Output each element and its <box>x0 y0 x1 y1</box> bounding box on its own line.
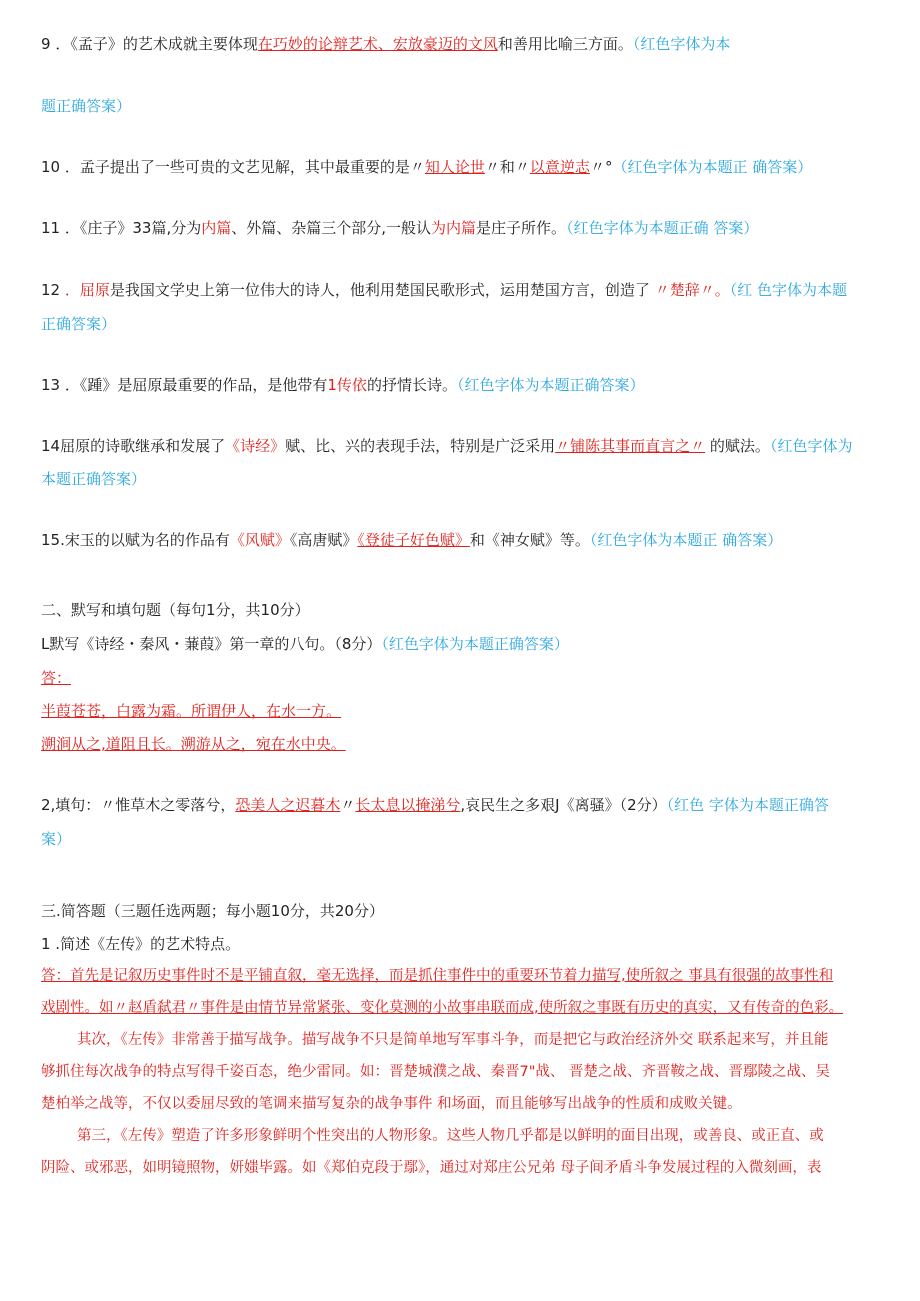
question-text: 《高唐赋》 <box>289 531 358 549</box>
question-text: ．《踵》是屈原最重要的作品，是他带有 <box>64 376 328 394</box>
answer-note: （红色字体为本题正确答案） <box>456 376 645 394</box>
question-text: 、外篇、杂篇三个部分,一般认 <box>231 219 432 237</box>
question-text: L默写《诗经・秦风・蒹葭》第一章的八句。（8分） <box>41 635 382 653</box>
question-text: ．《孟子》的艺术成就主要体现 <box>55 35 258 53</box>
question-text: 15.宋玉的以赋为名的作品有 <box>41 531 230 549</box>
answer-text: 〃楚辞〃。 <box>654 281 730 299</box>
answer-note: （红色字体为本题正确 答案） <box>566 219 759 237</box>
question-number: 12 <box>41 281 61 299</box>
answer-note-continued: 正确答案） <box>41 315 117 333</box>
question-text: 〃和〃 <box>484 158 530 176</box>
section-3-title: 三.简答题（三题任选两题；每小题10分，共20分） <box>41 902 384 920</box>
answer-text: 以意逆志 <box>529 158 590 176</box>
answer-text: 《登徒子好色赋》 <box>357 531 470 549</box>
answer-text: 《风赋》 <box>229 531 290 549</box>
question-text: 〃° <box>589 158 613 176</box>
answer-note: （红色字体为本题正 确答案） <box>612 158 813 176</box>
answer-text: 〃铺陈其事而直言之〃 <box>555 437 706 455</box>
answer-text: 为内篇 <box>431 219 477 237</box>
question-13 <box>41 375 644 395</box>
question-text: 是庄子所作。 <box>476 219 567 237</box>
answer-label: 答： <box>41 669 72 687</box>
section-2-question-1 <box>41 634 569 654</box>
answer-note: （红 色字体为本题 <box>729 281 847 299</box>
question-number: 9 <box>41 35 51 53</box>
answer-text: 1传依 <box>327 376 367 394</box>
answer-note-continued: 题正确答案） <box>41 97 132 115</box>
answer-note: （红色 字体为本题正确答 <box>666 796 829 814</box>
answer-line-1: 半葭苍苍，白露为霜。所谓伊人，在水一方。 <box>41 702 342 720</box>
answer-paragraph-3-line-2: 阴险、或邪恶，如明镜照物，妍媸毕露。如《郑伯克段于鄢》，通过对郑庄公兄弟 母子间矛盾斗争发展过程的入微刻画，表 <box>41 1160 822 1176</box>
section-2-title: 二、默写和填句题（每句1分，共10分） <box>41 601 310 619</box>
answer-text: 在巧妙的论辩艺术、宏放豪迈的文风 <box>257 35 498 53</box>
answer-paragraph-1-line-2: 戏剧性。如〃赵盾弑君〃事件是由情节异常紧张、变化莫测的小故事串联而成,使所叙之事既有历史的真实，又有传奇的色彩。 <box>41 1000 844 1016</box>
question-text: 和善用比喻三方面。 <box>497 35 633 53</box>
answer-line-2: 溯涧从之,道阻且长。溯游从之，宛在水中央。 <box>41 735 346 753</box>
answer-paragraph-2-line-3: 楚柏举之战等，不仅以委屈尽致的笔调来描写复杂的战争事件 和场面，而且能够写出战争的性质和成败关键。 <box>41 1096 742 1112</box>
question-text: ．孟子提出了一些可贵的文艺见解，其中最重要的是〃 <box>64 158 425 176</box>
question-text: 赋、比、兴的表现手法，特别是广泛采用 <box>285 437 556 455</box>
answer-note: （红色字体为 <box>769 437 853 455</box>
question-text: 的赋法。 <box>709 437 770 455</box>
question-11 <box>41 218 758 238</box>
section-2-question-2 <box>41 795 829 815</box>
answer-paragraph-3-line-1: 第三，《左传》塑造了许多形象鲜明个性突出的人物形象。这些人物几乎都是以鲜明的面目出现，或善良、或正直、或 <box>77 1128 824 1144</box>
answer-text: 长太息以掩涕兮 <box>355 796 461 814</box>
question-number: 11 <box>41 219 61 237</box>
question-text: 是我国文学史上第一位伟大的诗人，他利用楚国民歌形式，运用楚国方言，创造了 <box>109 281 650 299</box>
question-14 <box>41 436 852 456</box>
question-number: 13 <box>41 376 61 394</box>
question-15 <box>41 530 782 550</box>
answer-paragraph-2-line-1: 其次，《左传》非常善于描写战争。描写战争不只是简单地写军事斗争，而是把它与政治经济外交 联系起来写，并且能 <box>77 1032 829 1048</box>
question-number: 10 <box>41 158 61 176</box>
question-text: 〃 <box>340 796 356 814</box>
answer-paragraph-1-line-1: 答：首先是记叙历史事件时不是平铺直叙，毫无选择，而是抓住事件中的重要环节着力描写,使所叙之 事具有很强的故事性和 <box>41 968 834 984</box>
question-text: 2,填句：〃惟草木之零落兮， <box>41 796 236 814</box>
answer-text: ．屈原 <box>64 281 110 299</box>
question-9 <box>41 34 730 54</box>
question-text: 14屈原的诗歌继承和发展了 <box>41 437 226 455</box>
section-3-question-1: 1 .简述《左传》的艺术特点。 <box>41 935 241 953</box>
question-12 <box>41 280 847 300</box>
answer-text: 《诗经》 <box>225 437 286 455</box>
answer-text: 恐美人之迟暮木 <box>235 796 341 814</box>
question-text: ,哀民生之多艰J《离骚》（2分） <box>460 796 667 814</box>
answer-note: （红色字体为本题正 确答案） <box>589 531 783 549</box>
answer-note-continued: 案） <box>41 830 72 848</box>
answer-paragraph-2-line-2: 够抓住每次战争的特点写得千姿百态，绝少雷同。如：晋楚城濮之战、秦晋7"战、 晋楚之战、齐晋鞍之战、晋鄢陵之战、吴 <box>41 1064 830 1080</box>
answer-note: （红色字体为本题正确答案） <box>381 635 569 653</box>
question-text: 和《神女赋》等。 <box>469 531 590 549</box>
question-text: ．《庄子》33篇,分为 <box>64 219 202 237</box>
answer-text: 知人论世 <box>424 158 485 176</box>
answer-note: （红色字体为本 <box>632 35 731 53</box>
question-10 <box>41 157 812 177</box>
answer-text: 内篇 <box>201 219 232 237</box>
question-text: 的抒情长诗。 <box>366 376 457 394</box>
answer-note-continued: 本题正确答案） <box>41 470 147 488</box>
